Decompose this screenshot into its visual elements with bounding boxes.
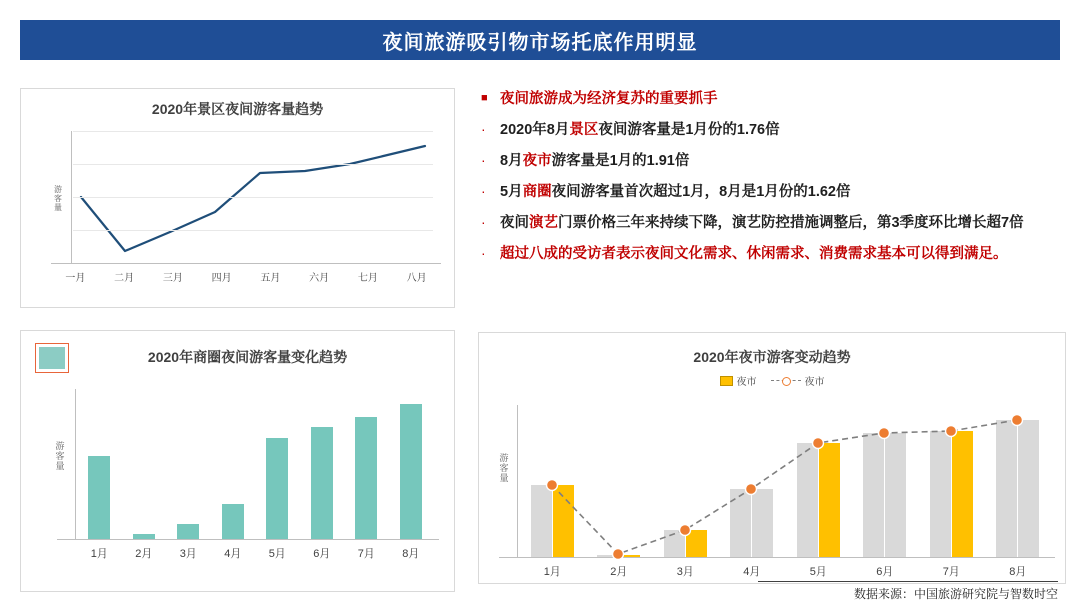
chart3-title: 2020年夜市游客变动趋势 <box>693 349 851 365</box>
bullet-text-pre: 5月 <box>500 184 523 200</box>
chart2-bar-group <box>389 389 434 539</box>
bullet-text <box>500 150 689 172</box>
chart3-x-tick: 8月 <box>1009 566 1027 578</box>
bullet-text-pre: 8月 <box>500 153 523 169</box>
chart2-bar <box>266 438 288 539</box>
chart2-bar <box>400 404 422 539</box>
bullet-marker: · <box>481 152 486 168</box>
bullet-text-post: 夜间游客量首次超过1月，8月是1月份的1.62倍 <box>551 184 851 200</box>
chart3-y-axis <box>517 405 518 557</box>
chart1-x-tick: 二月 <box>114 273 135 284</box>
chart2-x-tick: 3月 <box>179 548 197 560</box>
bullet-marker: · <box>481 183 486 199</box>
chart2-x-tick: 4月 <box>224 548 242 560</box>
chart1-x-tick: 五月 <box>260 273 281 284</box>
chart2-legend-swatch <box>35 343 69 373</box>
chart-business-district-night-visitors <box>20 330 455 592</box>
chart2-x-axis <box>57 539 439 540</box>
chart1-x-tick: 四月 <box>211 273 232 284</box>
chart3-x-tick: 1月 <box>543 566 561 578</box>
chart3-x-axis <box>499 557 1055 558</box>
chart3-line-marker <box>813 438 824 449</box>
bullet-text-pre: 2020年8月 <box>500 122 570 138</box>
chart1-x-tick: 一月 <box>65 273 86 284</box>
chart2-x-tick: 7月 <box>357 548 375 560</box>
chart1-title: 2020年景区夜间游客量趋势 <box>151 101 324 117</box>
chart2-bar <box>311 427 333 539</box>
chart2-bar-group <box>166 389 211 539</box>
chart3-legend <box>479 373 1065 388</box>
chart1-plot-area <box>73 131 433 263</box>
list-item <box>478 150 1066 172</box>
bullet-text <box>500 181 851 203</box>
line-marker-swatch-icon <box>771 376 801 386</box>
chart2-bar-group <box>122 389 167 539</box>
chart2-x-tick-labels <box>77 545 433 561</box>
chart2-bar-group <box>255 389 300 539</box>
bullet-text <box>500 119 780 141</box>
chart3-line-marker <box>1012 415 1023 426</box>
chart2-bar-group <box>344 389 389 539</box>
chart3-plot-area <box>519 405 1051 557</box>
chart3-legend-label: 夜市 <box>804 377 825 388</box>
bullet-marker: ■ <box>481 92 488 104</box>
chart1-y-axis <box>71 131 72 263</box>
chart3-line-marker <box>879 428 890 439</box>
chart2-y-axis <box>75 389 76 539</box>
chart-scenic-night-visitors <box>20 88 455 308</box>
chart1-gridline <box>73 197 433 198</box>
chart-night-market-visitors <box>478 332 1066 584</box>
bullet-text: 夜间旅游成为经济复苏的重要抓手 <box>500 91 718 107</box>
chart3-line-marker <box>746 484 757 495</box>
bullet-text <box>500 212 1024 234</box>
chart2-plot-area <box>77 389 433 539</box>
chart3-line-marker <box>946 426 957 437</box>
bullet-text-highlight: 夜市 <box>522 153 552 169</box>
chart3-x-tick-labels <box>519 563 1051 579</box>
bullet-text-highlight: 景区 <box>569 122 599 138</box>
bullet-text-post: 夜间游客量是1月份的1.76倍 <box>598 122 780 138</box>
bullet-marker: · <box>481 214 486 230</box>
chart1-x-tick: 六月 <box>309 273 330 284</box>
chart3-y-axis-label: 游客量 <box>499 453 509 483</box>
bullet-marker: · <box>481 245 486 261</box>
bullet-marker: · <box>481 121 486 137</box>
chart2-bar-group <box>77 389 122 539</box>
chart1-x-tick: 三月 <box>162 273 183 284</box>
chart2-bar <box>222 504 244 539</box>
chart1-gridline <box>73 164 433 165</box>
source-divider <box>758 581 1058 582</box>
chart3-legend-item-bar <box>720 373 757 388</box>
list-item <box>478 212 1066 234</box>
chart2-bar-group <box>211 389 256 539</box>
source-text: 数据来源：中国旅游研究院与智数时空 <box>853 587 1058 601</box>
chart2-bar-group <box>300 389 345 539</box>
chart3-x-tick: 2月 <box>610 566 628 578</box>
chart2-x-tick: 6月 <box>313 548 331 560</box>
chart1-x-tick: 七月 <box>357 273 378 284</box>
bullet-text-post: 游客量是1月的1.91倍 <box>551 153 690 169</box>
chart3-line-marker <box>680 525 691 536</box>
chart3-legend-label: 夜市 <box>736 377 757 388</box>
chart1-gridline <box>73 230 433 231</box>
bullet-text: 超过八成的受访者表示夜间文化需求、休闲需求、消费需求基本可以得到满足。 <box>500 246 1008 262</box>
chart2-title: 2020年商圈夜间游客量变化趋势 <box>147 349 348 365</box>
bullet-text-post: 门票价格三年来持续下降，演艺防控措施调整后，第3季度环比增长超7倍 <box>558 215 1024 231</box>
bullet-text-highlight: 商圈 <box>522 184 552 200</box>
chart2-bar <box>177 524 199 539</box>
chart2-bar <box>88 456 110 539</box>
chart3-line-series <box>519 405 1051 557</box>
chart2-bar <box>133 534 155 539</box>
page-title: 夜间旅游吸引物市场托底作用明显 <box>382 31 698 54</box>
chart2-x-tick: 5月 <box>268 548 286 560</box>
chart3-x-tick: 3月 <box>676 566 694 578</box>
chart1-y-axis-label: 游客量 <box>54 185 62 212</box>
bullet-list <box>478 88 1066 274</box>
chart2-x-tick: 1月 <box>90 548 108 560</box>
chart2-bar <box>355 417 377 539</box>
chart3-x-tick: 5月 <box>809 566 827 578</box>
chart3-x-tick: 6月 <box>876 566 894 578</box>
list-item <box>478 243 1066 265</box>
list-item <box>478 88 1066 110</box>
slide-title-bar <box>20 20 1060 60</box>
chart1-x-axis <box>51 263 441 264</box>
bullet-text-highlight: 演艺 <box>529 215 558 231</box>
chart3-line-marker <box>613 549 624 560</box>
chart3-line-marker <box>547 480 558 491</box>
chart2-x-tick: 2月 <box>135 548 153 560</box>
list-item <box>478 119 1066 141</box>
list-item <box>478 181 1066 203</box>
chart1-x-tick-labels <box>51 269 441 284</box>
chart1-x-tick: 八月 <box>406 273 427 284</box>
chart1-gridline <box>73 131 433 132</box>
chart3-legend-item-line <box>771 373 825 388</box>
chart2-x-tick: 8月 <box>402 548 420 560</box>
bar-swatch-icon <box>720 376 733 386</box>
chart2-y-axis-label: 游客量 <box>55 441 65 471</box>
chart3-x-tick: 4月 <box>743 566 761 578</box>
bullet-text-pre: 夜间 <box>500 215 529 231</box>
source-note <box>854 585 1058 602</box>
chart3-x-tick: 7月 <box>942 566 960 578</box>
